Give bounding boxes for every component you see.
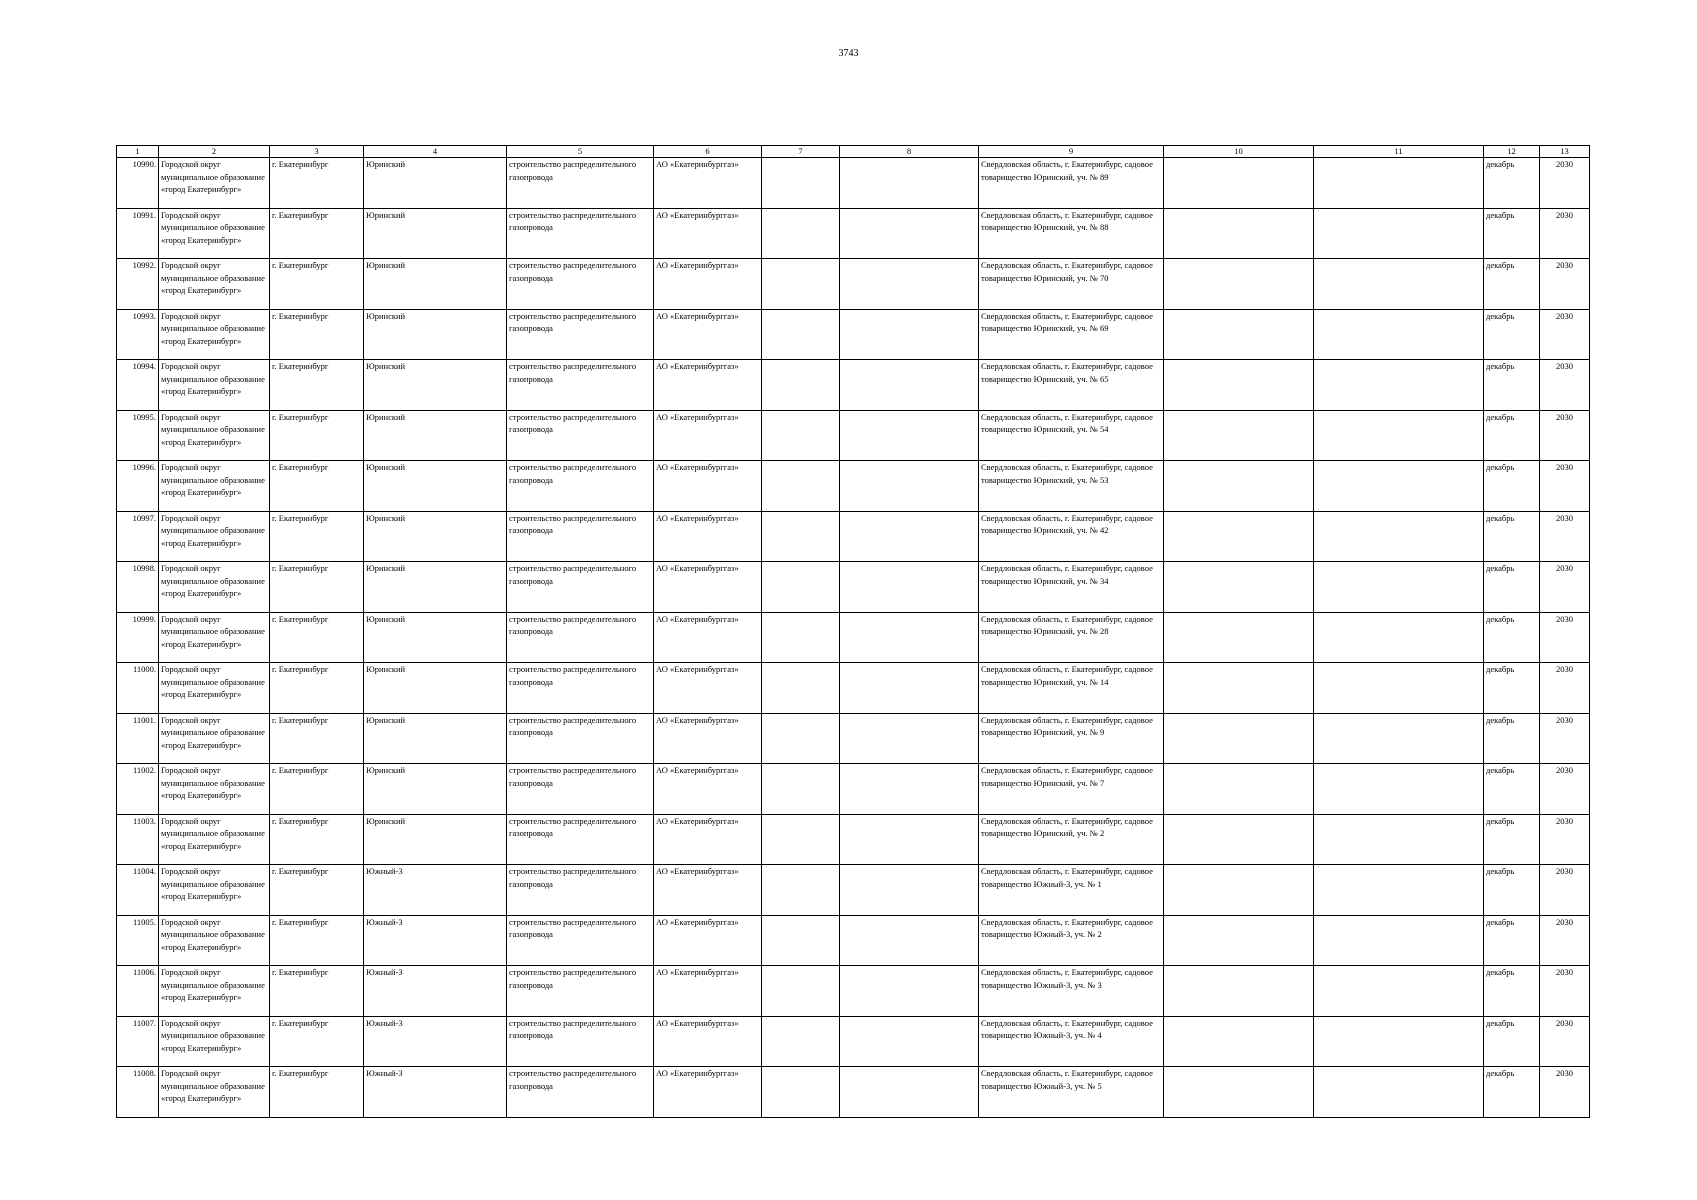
month-cell: декабрь [1484, 360, 1540, 411]
column-10-cell [1164, 410, 1314, 461]
table-row [117, 158, 1590, 209]
row-number: 11008. [117, 1067, 159, 1118]
object-name-cell: Юринский [364, 208, 507, 259]
column-10-cell [1164, 915, 1314, 966]
work-type-cell: строительство распределительного газопровода [507, 814, 654, 865]
column-11-cell [1314, 461, 1484, 512]
year-cell: 2030 [1540, 764, 1590, 815]
column-7-cell [762, 562, 840, 613]
object-name-cell: Юринский [364, 309, 507, 360]
year-cell: 2030 [1540, 360, 1590, 411]
table-row [117, 764, 1590, 815]
object-name-cell: Юринский [364, 511, 507, 562]
column-7-cell [762, 410, 840, 461]
month-cell: декабрь [1484, 259, 1540, 310]
municipality-cell: Городской округ муниципальное образование «город Екатеринбург» [159, 814, 270, 865]
column-7-cell [762, 461, 840, 512]
column-10-cell [1164, 865, 1314, 916]
table-row [117, 208, 1590, 259]
city-cell: г. Екатеринбург [270, 511, 364, 562]
column-10-cell [1164, 259, 1314, 310]
row-number: 10995. [117, 410, 159, 461]
column-header-6: 6 [654, 146, 762, 158]
column-header-8: 8 [840, 146, 979, 158]
column-8-cell [840, 360, 979, 411]
object-name-cell: Юринский [364, 461, 507, 512]
column-header-12: 12 [1484, 146, 1540, 158]
header-row [117, 146, 1590, 158]
column-header-11: 11 [1314, 146, 1484, 158]
work-type-cell: строительство распределительного газопровода [507, 562, 654, 613]
table-row [117, 360, 1590, 411]
object-name-cell: Юринский [364, 360, 507, 411]
object-name-cell: Юринский [364, 158, 507, 209]
work-type-cell: строительство распределительного газопровода [507, 612, 654, 663]
month-cell: декабрь [1484, 208, 1540, 259]
year-cell: 2030 [1540, 713, 1590, 764]
municipality-cell: Городской округ муниципальное образование «город Екатеринбург» [159, 966, 270, 1017]
object-name-cell: Южный-3 [364, 915, 507, 966]
address-cell: Свердловская область, г. Екатеринбург, садовое товарищество Юринский, уч. № 7 [979, 764, 1164, 815]
object-name-cell: Юринский [364, 612, 507, 663]
year-cell: 2030 [1540, 663, 1590, 714]
table-row [117, 511, 1590, 562]
column-11-cell [1314, 562, 1484, 613]
column-header-10: 10 [1164, 146, 1314, 158]
month-cell: декабрь [1484, 764, 1540, 815]
municipality-cell: Городской округ муниципальное образование «город Екатеринбург» [159, 612, 270, 663]
address-cell: Свердловская область, г. Екатеринбург, садовое товарищество Юринский, уч. № 88 [979, 208, 1164, 259]
column-8-cell [840, 158, 979, 209]
column-11-cell [1314, 259, 1484, 310]
municipality-cell: Городской округ муниципальное образование «город Екатеринбург» [159, 1067, 270, 1118]
object-name-cell: Южный-3 [364, 966, 507, 1017]
address-cell: Свердловская область, г. Екатеринбург, садовое товарищество Юринский, уч. № 70 [979, 259, 1164, 310]
object-name-cell: Южный-3 [364, 1067, 507, 1118]
year-cell: 2030 [1540, 309, 1590, 360]
work-type-cell: строительство распределительного газопровода [507, 865, 654, 916]
column-10-cell [1164, 713, 1314, 764]
column-10-cell [1164, 309, 1314, 360]
column-11-cell [1314, 158, 1484, 209]
object-name-cell: Юринский [364, 410, 507, 461]
column-8-cell [840, 612, 979, 663]
column-7-cell [762, 511, 840, 562]
row-number: 11004. [117, 865, 159, 916]
year-cell: 2030 [1540, 612, 1590, 663]
column-10-cell [1164, 612, 1314, 663]
column-11-cell [1314, 1067, 1484, 1118]
column-8-cell [840, 410, 979, 461]
table-row [117, 713, 1590, 764]
column-11-cell [1314, 1016, 1484, 1067]
month-cell: декабрь [1484, 410, 1540, 461]
organization-cell: АО «Екатеринбурггаз» [654, 1016, 762, 1067]
column-11-cell [1314, 511, 1484, 562]
month-cell: декабрь [1484, 309, 1540, 360]
address-cell: Свердловская область, г. Екатеринбург, садовое товарищество Юринский, уч. № 69 [979, 309, 1164, 360]
table-row [117, 865, 1590, 916]
organization-cell: АО «Екатеринбурггаз» [654, 966, 762, 1017]
page-number: 3743 [838, 48, 859, 59]
address-cell: Свердловская область, г. Екатеринбург, садовое товарищество Южный-3, уч. № 4 [979, 1016, 1164, 1067]
column-10-cell [1164, 764, 1314, 815]
month-cell: декабрь [1484, 511, 1540, 562]
column-11-cell [1314, 208, 1484, 259]
organization-cell: АО «Екатеринбурггаз» [654, 663, 762, 714]
table-row [117, 915, 1590, 966]
column-7-cell [762, 1067, 840, 1118]
column-7-cell [762, 865, 840, 916]
row-number: 10996. [117, 461, 159, 512]
work-type-cell: строительство распределительного газопровода [507, 360, 654, 411]
table-row [117, 612, 1590, 663]
column-header-1: 1 [117, 146, 159, 158]
address-cell: Свердловская область, г. Екатеринбург, садовое товарищество Юринский, уч. № 89 [979, 158, 1164, 209]
address-cell: Свердловская область, г. Екатеринбург, садовое товарищество Юринский, уч. № 2 [979, 814, 1164, 865]
month-cell: декабрь [1484, 612, 1540, 663]
object-name-cell: Южный-3 [364, 1016, 507, 1067]
address-cell: Свердловская область, г. Екатеринбург, садовое товарищество Юринский, уч. № 42 [979, 511, 1164, 562]
address-cell: Свердловская область, г. Екатеринбург, садовое товарищество Южный-3, уч. № 2 [979, 915, 1164, 966]
address-cell: Свердловская область, г. Екатеринбург, садовое товарищество Южный-3, уч. № 5 [979, 1067, 1164, 1118]
object-name-cell: Юринский [364, 814, 507, 865]
work-type-cell: строительство распределительного газопровода [507, 511, 654, 562]
municipality-cell: Городской округ муниципальное образование «город Екатеринбург» [159, 309, 270, 360]
table-row [117, 966, 1590, 1017]
row-number: 11001. [117, 713, 159, 764]
column-10-cell [1164, 208, 1314, 259]
column-10-cell [1164, 1016, 1314, 1067]
organization-cell: АО «Екатеринбурггаз» [654, 208, 762, 259]
row-number: 10994. [117, 360, 159, 411]
column-8-cell [840, 461, 979, 512]
city-cell: г. Екатеринбург [270, 461, 364, 512]
city-cell: г. Екатеринбург [270, 814, 364, 865]
column-header-3: 3 [270, 146, 364, 158]
work-type-cell: строительство распределительного газопровода [507, 764, 654, 815]
column-header-9: 9 [979, 146, 1164, 158]
column-10-cell [1164, 511, 1314, 562]
table-header [117, 146, 1590, 158]
work-type-cell: строительство распределительного газопровода [507, 1067, 654, 1118]
city-cell: г. Екатеринбург [270, 612, 364, 663]
column-10-cell [1164, 1067, 1314, 1118]
municipality-cell: Городской округ муниципальное образование «город Екатеринбург» [159, 158, 270, 209]
column-7-cell [762, 966, 840, 1017]
column-7-cell [762, 663, 840, 714]
municipality-cell: Городской округ муниципальное образование «город Екатеринбург» [159, 1016, 270, 1067]
work-type-cell: строительство распределительного газопровода [507, 309, 654, 360]
organization-cell: АО «Екатеринбурггаз» [654, 562, 762, 613]
city-cell: г. Екатеринбург [270, 1016, 364, 1067]
column-11-cell [1314, 865, 1484, 916]
column-11-cell [1314, 713, 1484, 764]
column-7-cell [762, 208, 840, 259]
organization-cell: АО «Екатеринбурггаз» [654, 511, 762, 562]
column-8-cell [840, 1016, 979, 1067]
month-cell: декабрь [1484, 1016, 1540, 1067]
column-8-cell [840, 259, 979, 310]
row-number: 10998. [117, 562, 159, 613]
row-number: 10990. [117, 158, 159, 209]
address-cell: Свердловская область, г. Екатеринбург, садовое товарищество Юринский, уч. № 54 [979, 410, 1164, 461]
row-number: 11005. [117, 915, 159, 966]
city-cell: г. Екатеринбург [270, 1067, 364, 1118]
object-name-cell: Юринский [364, 713, 507, 764]
city-cell: г. Екатеринбург [270, 259, 364, 310]
month-cell: декабрь [1484, 562, 1540, 613]
column-11-cell [1314, 612, 1484, 663]
column-11-cell [1314, 915, 1484, 966]
city-cell: г. Екатеринбург [270, 158, 364, 209]
column-8-cell [840, 562, 979, 613]
municipality-cell: Городской округ муниципальное образование «город Екатеринбург» [159, 764, 270, 815]
column-10-cell [1164, 158, 1314, 209]
row-number: 11000. [117, 663, 159, 714]
column-10-cell [1164, 562, 1314, 613]
column-7-cell [762, 259, 840, 310]
city-cell: г. Екатеринбург [270, 966, 364, 1017]
column-header-5: 5 [507, 146, 654, 158]
column-10-cell [1164, 360, 1314, 411]
year-cell: 2030 [1540, 461, 1590, 512]
month-cell: декабрь [1484, 158, 1540, 209]
work-type-cell: строительство распределительного газопровода [507, 410, 654, 461]
object-name-cell: Юринский [364, 764, 507, 815]
municipality-cell: Городской округ муниципальное образование «город Екатеринбург» [159, 511, 270, 562]
row-number: 11003. [117, 814, 159, 865]
address-cell: Свердловская область, г. Екатеринбург, садовое товарищество Южный-3, уч. № 3 [979, 966, 1164, 1017]
table-body [117, 158, 1590, 1118]
column-8-cell [840, 511, 979, 562]
municipality-cell: Городской округ муниципальное образование «город Екатеринбург» [159, 461, 270, 512]
column-7-cell [762, 612, 840, 663]
year-cell: 2030 [1540, 814, 1590, 865]
organization-cell: АО «Екатеринбурггаз» [654, 814, 762, 865]
table-row [117, 663, 1590, 714]
row-number: 10999. [117, 612, 159, 663]
address-cell: Свердловская область, г. Екатеринбург, садовое товарищество Южный-3, уч. № 1 [979, 865, 1164, 916]
column-header-4: 4 [364, 146, 507, 158]
organization-cell: АО «Екатеринбурггаз» [654, 612, 762, 663]
organization-cell: АО «Екатеринбурггаз» [654, 713, 762, 764]
column-11-cell [1314, 663, 1484, 714]
city-cell: г. Екатеринбург [270, 663, 364, 714]
address-cell: Свердловская область, г. Екатеринбург, садовое товарищество Юринский, уч. № 65 [979, 360, 1164, 411]
work-type-cell: строительство распределительного газопровода [507, 461, 654, 512]
month-cell: декабрь [1484, 713, 1540, 764]
work-type-cell: строительство распределительного газопровода [507, 713, 654, 764]
table-row [117, 309, 1590, 360]
column-7-cell [762, 814, 840, 865]
city-cell: г. Екатеринбург [270, 865, 364, 916]
city-cell: г. Екатеринбург [270, 309, 364, 360]
city-cell: г. Екатеринбург [270, 562, 364, 613]
year-cell: 2030 [1540, 966, 1590, 1017]
column-8-cell [840, 663, 979, 714]
row-number: 10993. [117, 309, 159, 360]
city-cell: г. Екатеринбург [270, 360, 364, 411]
municipality-cell: Городской округ муниципальное образование «город Екатеринбург» [159, 360, 270, 411]
organization-cell: АО «Екатеринбурггаз» [654, 360, 762, 411]
month-cell: декабрь [1484, 1067, 1540, 1118]
column-7-cell [762, 713, 840, 764]
table-row [117, 461, 1590, 512]
column-11-cell [1314, 764, 1484, 815]
month-cell: декабрь [1484, 663, 1540, 714]
column-7-cell [762, 915, 840, 966]
column-header-13: 13 [1540, 146, 1590, 158]
municipality-cell: Городской округ муниципальное образование «город Екатеринбург» [159, 663, 270, 714]
year-cell: 2030 [1540, 511, 1590, 562]
column-8-cell [840, 309, 979, 360]
address-cell: Свердловская область, г. Екатеринбург, садовое товарищество Юринский, уч. № 14 [979, 663, 1164, 714]
column-8-cell [840, 814, 979, 865]
address-cell: Свердловская область, г. Екатеринбург, садовое товарищество Юринский, уч. № 28 [979, 612, 1164, 663]
year-cell: 2030 [1540, 259, 1590, 310]
table-row [117, 259, 1590, 310]
column-8-cell [840, 713, 979, 764]
column-8-cell [840, 966, 979, 1017]
municipality-cell: Городской округ муниципальное образование «город Екатеринбург» [159, 713, 270, 764]
table-row [117, 814, 1590, 865]
object-name-cell: Юринский [364, 562, 507, 613]
city-cell: г. Екатеринбург [270, 764, 364, 815]
column-11-cell [1314, 410, 1484, 461]
work-type-cell: строительство распределительного газопровода [507, 1016, 654, 1067]
column-7-cell [762, 764, 840, 815]
column-11-cell [1314, 966, 1484, 1017]
year-cell: 2030 [1540, 158, 1590, 209]
municipality-cell: Городской округ муниципальное образование «город Екатеринбург» [159, 259, 270, 310]
organization-cell: АО «Екатеринбурггаз» [654, 764, 762, 815]
year-cell: 2030 [1540, 1016, 1590, 1067]
row-number: 10991. [117, 208, 159, 259]
city-cell: г. Екатеринбург [270, 208, 364, 259]
address-cell: Свердловская область, г. Екатеринбург, садовое товарищество Юринский, уч. № 53 [979, 461, 1164, 512]
organization-cell: АО «Екатеринбурггаз» [654, 158, 762, 209]
object-name-cell: Юринский [364, 663, 507, 714]
column-11-cell [1314, 309, 1484, 360]
year-cell: 2030 [1540, 1067, 1590, 1118]
year-cell: 2030 [1540, 915, 1590, 966]
row-number: 11006. [117, 966, 159, 1017]
column-10-cell [1164, 966, 1314, 1017]
column-8-cell [840, 208, 979, 259]
column-header-2: 2 [159, 146, 270, 158]
table-row [117, 1016, 1590, 1067]
organization-cell: АО «Екатеринбурггаз» [654, 309, 762, 360]
city-cell: г. Екатеринбург [270, 915, 364, 966]
address-cell: Свердловская область, г. Екатеринбург, садовое товарищество Юринский, уч. № 9 [979, 713, 1164, 764]
column-10-cell [1164, 663, 1314, 714]
table-row [117, 562, 1590, 613]
work-type-cell: строительство распределительного газопровода [507, 208, 654, 259]
month-cell: декабрь [1484, 814, 1540, 865]
column-7-cell [762, 360, 840, 411]
month-cell: декабрь [1484, 915, 1540, 966]
year-cell: 2030 [1540, 410, 1590, 461]
year-cell: 2030 [1540, 562, 1590, 613]
work-type-cell: строительство распределительного газопровода [507, 158, 654, 209]
municipality-cell: Городской округ муниципальное образование «город Екатеринбург» [159, 915, 270, 966]
work-type-cell: строительство распределительного газопровода [507, 259, 654, 310]
object-name-cell: Юринский [364, 259, 507, 310]
row-number: 11007. [117, 1016, 159, 1067]
table-row [117, 410, 1590, 461]
organization-cell: АО «Екатеринбурггаз» [654, 259, 762, 310]
row-number: 10997. [117, 511, 159, 562]
column-8-cell [840, 915, 979, 966]
month-cell: декабрь [1484, 865, 1540, 916]
data-table [116, 145, 1590, 1118]
municipality-cell: Городской округ муниципальное образование «город Екатеринбург» [159, 208, 270, 259]
organization-cell: АО «Екатеринбурггаз» [654, 461, 762, 512]
organization-cell: АО «Екатеринбурггаз» [654, 410, 762, 461]
municipality-cell: Городской округ муниципальное образование «город Екатеринбург» [159, 865, 270, 916]
object-name-cell: Южный-3 [364, 865, 507, 916]
column-8-cell [840, 764, 979, 815]
organization-cell: АО «Екатеринбурггаз» [654, 1067, 762, 1118]
work-type-cell: строительство распределительного газопровода [507, 915, 654, 966]
city-cell: г. Екатеринбург [270, 713, 364, 764]
column-7-cell [762, 1016, 840, 1067]
column-header-7: 7 [762, 146, 840, 158]
column-7-cell [762, 309, 840, 360]
city-cell: г. Екатеринбург [270, 410, 364, 461]
municipality-cell: Городской округ муниципальное образование «город Екатеринбург» [159, 410, 270, 461]
column-8-cell [840, 865, 979, 916]
organization-cell: АО «Екатеринбурггаз» [654, 865, 762, 916]
table-row [117, 1067, 1590, 1118]
column-11-cell [1314, 360, 1484, 411]
column-7-cell [762, 158, 840, 209]
column-11-cell [1314, 814, 1484, 865]
year-cell: 2030 [1540, 208, 1590, 259]
month-cell: декабрь [1484, 966, 1540, 1017]
row-number: 11002. [117, 764, 159, 815]
organization-cell: АО «Екатеринбурггаз» [654, 915, 762, 966]
municipality-cell: Городской округ муниципальное образование «город Екатеринбург» [159, 562, 270, 613]
month-cell: декабрь [1484, 461, 1540, 512]
address-cell: Свердловская область, г. Екатеринбург, садовое товарищество Юринский, уч. № 34 [979, 562, 1164, 613]
column-10-cell [1164, 461, 1314, 512]
column-8-cell [840, 1067, 979, 1118]
column-10-cell [1164, 814, 1314, 865]
year-cell: 2030 [1540, 865, 1590, 916]
row-number: 10992. [117, 259, 159, 310]
work-type-cell: строительство распределительного газопровода [507, 966, 654, 1017]
work-type-cell: строительство распределительного газопровода [507, 663, 654, 714]
